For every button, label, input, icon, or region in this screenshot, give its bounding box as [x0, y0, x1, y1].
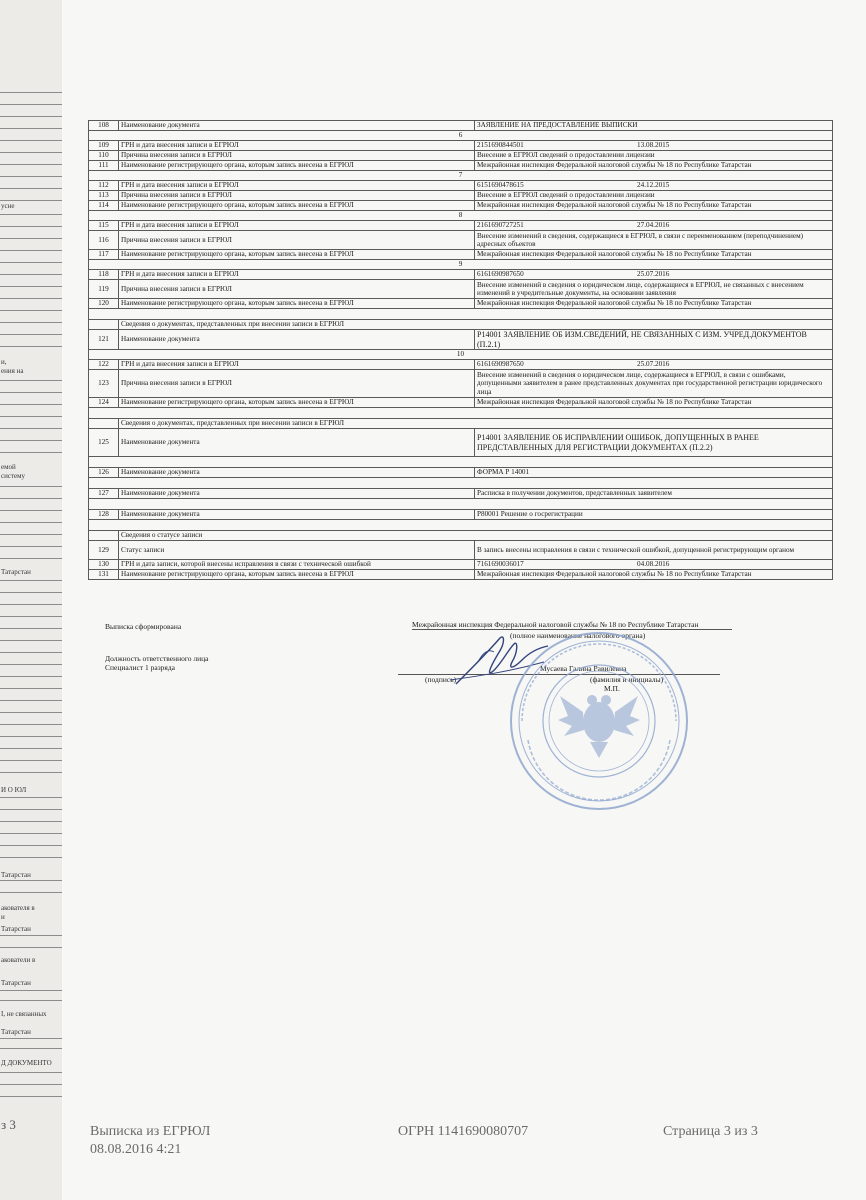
blank-cell [89, 309, 833, 320]
row-number: 120 [89, 299, 119, 309]
underlying-rule [0, 346, 62, 347]
underlying-rule [0, 238, 62, 239]
underlying-rule [0, 164, 62, 165]
blank-cell [89, 457, 833, 468]
field-value: Внесение в ЕГРЮЛ сведений о предоставлении лицензии [475, 151, 833, 161]
authority-name: Межрайонная инспекция Федеральной налоговой службы № 18 по Республике Татарстан [412, 620, 732, 630]
underlying-rule [0, 92, 62, 93]
row-number: 123 [89, 370, 119, 398]
underlying-rule [0, 833, 62, 834]
footer-ogrn: ОГРН 1141690080707 [398, 1124, 529, 1139]
underlying-rule [0, 616, 62, 617]
blank-cell [89, 499, 833, 510]
subheader-row [89, 531, 833, 541]
field-value [475, 560, 833, 570]
table-row [89, 560, 833, 570]
underlying-rule [0, 857, 62, 858]
field-value: Р14001 ЗАЯВЛЕНИЕ ОБ ИЗМ.СВЕДЕНИЙ, НЕ СВЯЗАННЫХ С ИЗМ. УЧРЕД.ДОКУМЕНТОВ (П.2.1) [475, 330, 833, 350]
table-row [89, 541, 833, 560]
underlying-rule [0, 522, 62, 523]
underlying-text-fragment: Татарстан [1, 925, 31, 933]
underlying-rule [0, 892, 62, 893]
underlying-rule [0, 452, 62, 453]
underlying-rule [0, 935, 62, 936]
field-value: Межрайонная инспекция Федеральной налоговой службы № 18 по Республике Татарстан [475, 161, 833, 171]
field-name: Наименование документа [119, 121, 475, 131]
subheader-label: Сведения о статусе записи [119, 531, 833, 541]
field-name: ГРН и дата внесения записи в ЕГРЮЛ [119, 270, 475, 280]
field-value [475, 221, 833, 231]
table-row [89, 250, 833, 260]
field-value: Расписка в получении документов, представленных заявителем [475, 489, 833, 499]
underlying-rule [0, 104, 62, 105]
underlying-text-fragment: I, не связанных [1, 1010, 47, 1018]
underlying-rule [0, 226, 62, 227]
underlying-rule [0, 652, 62, 653]
field-name: Причина внесения записи в ЕГРЮЛ [119, 370, 475, 398]
mp-label: М.П. [604, 684, 620, 693]
row-number: 126 [89, 468, 119, 478]
row-number: 131 [89, 570, 119, 580]
row-number: 130 [89, 560, 119, 570]
underlying-rule [0, 546, 62, 547]
underlying-text-fragment: емой [1, 463, 16, 471]
field-name: Наименование регистрирующего органа, которым запись внесена в ЕГРЮЛ [119, 201, 475, 211]
field-value: В запись внесены исправления в связи с технической ошибкой, допущенной регистрирующим органом [475, 541, 833, 560]
underlying-rule [0, 140, 62, 141]
blank-row [89, 408, 833, 419]
underlying-rule [0, 416, 62, 417]
grn-value: 6161690987650 [477, 270, 524, 279]
row-number: 111 [89, 161, 119, 171]
field-name: ГРН и дата записи, которой внесены исправления в связи с технической ошибкой [119, 560, 475, 570]
underlying-rule [0, 604, 62, 605]
underlying-text-fragment: и [1, 913, 5, 921]
underlying-text-fragment: Татарстан [1, 568, 31, 576]
field-name: Наименование регистрирующего органа, которым запись внесена в ЕГРЮЛ [119, 398, 475, 408]
field-value: Р14001 ЗАЯВЛЕНИЕ ОБ ИСПРАВЛЕНИИ ОШИБОК, ДОПУЩЕННЫХ В РАНЕЕ ПРЕДСТАВЛЕННЫХ ДЛЯ РЕГИСТРАЦИИ ДОКУМЕНТАХ (П.2.2) [475, 429, 833, 457]
position-value: Специалист 1 разряда [105, 663, 176, 672]
underlying-text-fragment: акователя в [1, 904, 35, 912]
row-number: 112 [89, 181, 119, 191]
underlying-rule [0, 640, 62, 641]
section-row [89, 171, 833, 181]
underlying-rule [0, 845, 62, 846]
grn-value: 6151690478615 [477, 181, 524, 190]
underlying-rule [0, 498, 62, 499]
grn-date-pair [477, 560, 830, 568]
record-date: 25.07.2016 [637, 360, 670, 369]
blank-cell [89, 520, 833, 531]
section-number: 6 [89, 131, 833, 141]
field-value: Межрайонная инспекция Федеральной налоговой службы № 18 по Республике Татарстан [475, 570, 833, 580]
row-number: 113 [89, 191, 119, 201]
underlying-rule [0, 1072, 62, 1073]
underlying-rule [0, 262, 62, 263]
underlying-rule [0, 688, 62, 689]
underlying-rule [0, 880, 62, 881]
grn-value: 2151690844501 [477, 141, 524, 150]
underlying-rule [0, 1096, 62, 1097]
underlying-rule [0, 736, 62, 737]
field-value [475, 270, 833, 280]
underlying-rule [0, 440, 62, 441]
row-number-empty [89, 320, 119, 330]
field-value [475, 360, 833, 370]
grn-date-pair [477, 360, 830, 368]
field-value [475, 141, 833, 151]
table-row [89, 161, 833, 171]
field-name: Наименование регистрирующего органа, которым запись внесена в ЕГРЮЛ [119, 299, 475, 309]
row-number: 129 [89, 541, 119, 560]
subheader-row [89, 320, 833, 330]
field-value: Внесение в ЕГРЮЛ сведений о предоставлении лицензии [475, 191, 833, 201]
subheader-row [89, 419, 833, 429]
underlying-text-fragment: Татарстан [1, 871, 31, 879]
table-row [89, 510, 833, 520]
underlying-page-edge [0, 0, 63, 1200]
underlying-rule [0, 286, 62, 287]
official-seal [508, 630, 690, 812]
field-name: Причина внесения записи в ЕГРЮЛ [119, 151, 475, 161]
blank-row [89, 478, 833, 489]
underlying-text-fragment: и, [1, 358, 7, 366]
underlying-text-fragment: И О ЮЛ [1, 786, 27, 794]
record-date: 13.08.2015 [637, 141, 670, 150]
underlying-rule [0, 772, 62, 773]
underlying-text-fragment: акователи в [1, 956, 36, 964]
grn-date-pair [477, 270, 830, 278]
field-name: Наименование документа [119, 468, 475, 478]
field-value: Внесение изменений в сведения о юридическом лице, содержащиеся в ЕГРЮЛ, в связи с ошибками, допущенными заявителем в ранее представленных документах при государственной регистрации юридического лица [475, 370, 833, 398]
field-name: Статус записи [119, 541, 475, 560]
underlying-rule [0, 1000, 62, 1001]
subheader-label: Сведения о документах, представленных при внесении записи в ЕГРЮЛ [119, 320, 833, 330]
field-name: Наименование документа [119, 429, 475, 457]
footer-doc-title: Выписка из ЕГРЮЛ [90, 1124, 211, 1139]
row-number: 128 [89, 510, 119, 520]
underlying-rule [0, 628, 62, 629]
formed-label: Выписка сформирована [105, 622, 182, 631]
row-number: 122 [89, 360, 119, 370]
underlying-rule [0, 128, 62, 129]
underlying-rule [0, 200, 62, 201]
field-value: Внесение изменений в сведения, содержащиеся в ЕГРЮЛ, в связи с переименованием (переподчинением) адресных объектов [475, 231, 833, 250]
underlying-rule [0, 250, 62, 251]
row-number: 118 [89, 270, 119, 280]
underlying-rule [0, 486, 62, 487]
field-name: Наименование регистрирующего органа, которым запись внесена в ЕГРЮЛ [119, 570, 475, 580]
table-row [89, 370, 833, 398]
blank-row [89, 499, 833, 510]
record-date: 27.04.2016 [637, 221, 670, 230]
underlying-rule [0, 298, 62, 299]
field-value [475, 181, 833, 191]
table-row [89, 330, 833, 350]
underlying-rule [0, 274, 62, 275]
grn-date-pair [477, 221, 830, 229]
grn-value: 7161690036017 [477, 560, 524, 569]
underlying-rule [0, 152, 62, 153]
field-name: Наименование документа [119, 330, 475, 350]
row-number: 115 [89, 221, 119, 231]
underlying-rule [0, 558, 62, 559]
table-row [89, 570, 833, 580]
underlying-rule [0, 676, 62, 677]
field-name: ГРН и дата внесения записи в ЕГРЮЛ [119, 360, 475, 370]
table-row [89, 468, 833, 478]
field-value: Межрайонная инспекция Федеральной налоговой службы № 18 по Республике Татарстан [475, 250, 833, 260]
table-row [89, 231, 833, 250]
field-value: Р80001 Решение о госрегистрации [475, 510, 833, 520]
field-name: Наименование документа [119, 489, 475, 499]
table-row [89, 191, 833, 201]
underlying-rule [0, 310, 62, 311]
section-number: 9 [89, 260, 833, 270]
subheader-label: Сведения о документах, представленных при внесении записи в ЕГРЮЛ [119, 419, 833, 429]
section-number: 7 [89, 171, 833, 181]
underlying-rule [0, 404, 62, 405]
name-caption: (фамилия и инициалы) [590, 675, 664, 684]
field-value: ЗАЯВЛЕНИЕ НА ПРЕДОСТАВЛЕНИЕ ВЫПИСКИ [475, 121, 833, 131]
field-name: ГРН и дата внесения записи в ЕГРЮЛ [119, 221, 475, 231]
grn-value: 2161690727251 [477, 221, 524, 230]
underlying-text-fragment: Татарстан [1, 1028, 31, 1036]
row-number: 116 [89, 231, 119, 250]
underlying-rule [0, 188, 62, 189]
egrul-table [88, 120, 833, 580]
underlying-rule [0, 1084, 62, 1085]
underlying-rule [0, 760, 62, 761]
table-row [89, 429, 833, 457]
underlying-rule [0, 392, 62, 393]
table-row [89, 201, 833, 211]
row-number: 114 [89, 201, 119, 211]
table-row [89, 398, 833, 408]
row-number: 119 [89, 280, 119, 299]
field-name: ГРН и дата внесения записи в ЕГРЮЛ [119, 181, 475, 191]
underlying-rule [0, 534, 62, 535]
field-name: ГРН и дата внесения записи в ЕГРЮЛ [119, 141, 475, 151]
table-row [89, 121, 833, 131]
section-number: 8 [89, 211, 833, 221]
table-row [89, 270, 833, 280]
row-number-empty [89, 531, 119, 541]
underlying-rule [0, 947, 62, 948]
underlying-rule [0, 809, 62, 810]
underlying-rule [0, 428, 62, 429]
underlying-rule [0, 664, 62, 665]
blank-cell [89, 478, 833, 489]
grn-date-pair [477, 141, 830, 149]
underlying-page-number: з 3 [1, 1117, 16, 1132]
grn-date-pair [477, 181, 830, 189]
underlying-rule [0, 700, 62, 701]
underlying-rule [0, 592, 62, 593]
blank-row [89, 457, 833, 468]
section-number: 10 [89, 350, 833, 360]
official-name: Мусаева Галина Равилевна [540, 664, 627, 673]
row-number: 124 [89, 398, 119, 408]
table-row [89, 299, 833, 309]
table-row [89, 360, 833, 370]
record-date: 25.07.2016 [637, 270, 670, 279]
underlying-text-fragment: систему [1, 472, 26, 480]
section-row [89, 260, 833, 270]
field-value: Межрайонная инспекция Федеральной налоговой службы № 18 по Республике Татарстан [475, 398, 833, 408]
underlying-rule [0, 214, 62, 215]
blank-row [89, 309, 833, 320]
table-row [89, 151, 833, 161]
underlying-rule [0, 116, 62, 117]
field-value: Межрайонная инспекция Федеральной налоговой службы № 18 по Республике Татарстан [475, 201, 833, 211]
table-row [89, 221, 833, 231]
underlying-rule [0, 580, 62, 581]
field-name: Наименование регистрирующего органа, которым запись внесена в ЕГРЮЛ [119, 161, 475, 171]
grn-value: 6161690987650 [477, 360, 524, 369]
row-number: 110 [89, 151, 119, 161]
underlying-rule [0, 380, 62, 381]
blank-cell [89, 408, 833, 419]
field-name: Причина внесения записи в ЕГРЮЛ [119, 191, 475, 201]
underlying-rule [0, 797, 62, 798]
row-number: 127 [89, 489, 119, 499]
underlying-rule [0, 724, 62, 725]
underlying-rule [0, 990, 62, 991]
section-row [89, 131, 833, 141]
table-row [89, 181, 833, 191]
underlying-rule [0, 322, 62, 323]
record-date: 24.12.2015 [637, 181, 670, 190]
table-row [89, 489, 833, 499]
underlying-text-fragment: ения на [1, 367, 24, 375]
row-number: 121 [89, 330, 119, 350]
field-name: Наименование документа [119, 510, 475, 520]
field-name: Причина внесения записи в ЕГРЮЛ [119, 280, 475, 299]
underlying-rule [0, 510, 62, 511]
table-row [89, 141, 833, 151]
table-row [89, 280, 833, 299]
section-row [89, 211, 833, 221]
underlying-text-fragment: Татарстан [1, 979, 31, 987]
field-name: Причина внесения записи в ЕГРЮЛ [119, 231, 475, 250]
row-number: 125 [89, 429, 119, 457]
blank-row [89, 520, 833, 531]
underlying-rule [0, 1048, 62, 1049]
underlying-rule [0, 1038, 62, 1039]
underlying-text-fragment: усне [1, 202, 15, 210]
record-date: 04.08.2016 [637, 560, 670, 569]
row-number-empty [89, 419, 119, 429]
field-name: Наименование регистрирующего органа, которым запись внесена в ЕГРЮЛ [119, 250, 475, 260]
authority-caption: (полное наименование налогового органа) [510, 631, 646, 640]
underlying-rule [0, 334, 62, 335]
signature-caption: (подпись) [425, 675, 457, 684]
field-value: Межрайонная инспекция Федеральной налоговой службы № 18 по Республике Татарстан [475, 299, 833, 309]
field-value: Внесение изменений в сведения о юридическом лице, содержащиеся в ЕГРЮЛ, не связанных с внесением изменений в учредительные документы, на основании заявления [475, 280, 833, 299]
row-number: 117 [89, 250, 119, 260]
underlying-text-fragment: Д ДОКУМЕНТО [1, 1059, 52, 1067]
field-value: ФОРМА Р 14001 [475, 468, 833, 478]
position-label: Должность ответственного лица [105, 654, 209, 663]
underlying-rule [0, 748, 62, 749]
section-row [89, 350, 833, 360]
underlying-rule [0, 821, 62, 822]
footer-datetime: 08.08.2016 4:21 [90, 1142, 182, 1157]
row-number: 108 [89, 121, 119, 131]
underlying-rule [0, 712, 62, 713]
underlying-rule [0, 176, 62, 177]
row-number: 109 [89, 141, 119, 151]
footer-page-number: Страница 3 из 3 [663, 1124, 758, 1139]
